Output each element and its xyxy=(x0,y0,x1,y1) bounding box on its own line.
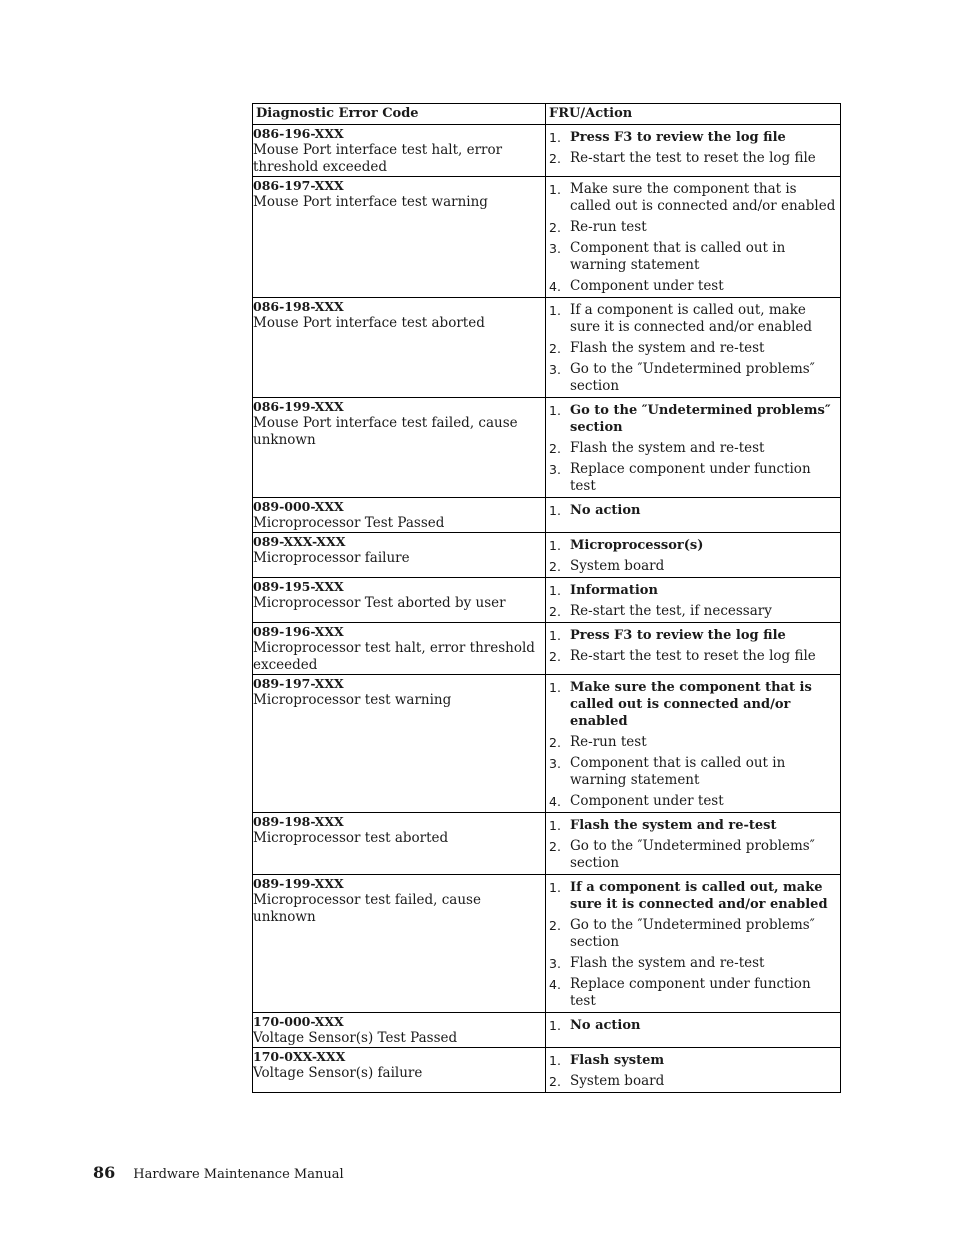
error-code: 089-196-XXX xyxy=(253,624,344,639)
action-text: Go to the ″Undetermined problems″ section xyxy=(570,403,831,435)
action-list xyxy=(546,181,840,295)
fru-action-cell xyxy=(546,298,841,398)
fru-action-cell xyxy=(546,533,841,578)
action-item xyxy=(546,879,840,913)
error-code-cell xyxy=(253,498,546,533)
action-text: Component under test xyxy=(570,278,724,294)
action-number: 4. xyxy=(549,794,561,809)
action-text: System board xyxy=(570,558,665,574)
error-code: 086-198-XXX xyxy=(253,299,344,314)
action-list xyxy=(546,537,840,575)
action-number: 4. xyxy=(549,279,561,294)
error-code: 089-XXX-XXX xyxy=(253,534,346,549)
action-number: 4. xyxy=(549,977,561,992)
action-item xyxy=(546,755,840,789)
error-code-cell xyxy=(253,578,546,623)
action-number: 2. xyxy=(549,151,561,166)
action-number: 1. xyxy=(549,680,561,695)
action-list xyxy=(546,817,840,872)
table-row xyxy=(253,125,841,177)
action-text: Flash the system and re-test xyxy=(570,340,765,356)
action-text: If a component is called out, make sure it is connected and/or enabled xyxy=(570,302,813,335)
action-item xyxy=(546,558,840,575)
action-item xyxy=(546,302,840,336)
action-text: Re-run test xyxy=(570,734,647,750)
error-code: 089-195-XXX xyxy=(253,579,344,594)
error-code-cell xyxy=(253,675,546,813)
error-code: 089-198-XXX xyxy=(253,814,344,829)
action-number: 1. xyxy=(549,130,561,145)
error-code-cell xyxy=(253,1013,546,1048)
action-number: 2. xyxy=(549,441,561,456)
table-row xyxy=(253,177,841,298)
action-text: No action xyxy=(570,1018,641,1033)
action-item xyxy=(546,679,840,730)
action-item xyxy=(546,582,840,599)
error-description: Microprocessor test warning xyxy=(253,692,452,708)
action-list xyxy=(546,302,840,395)
action-item xyxy=(546,627,840,644)
table-body xyxy=(253,125,841,1093)
action-number: 2. xyxy=(549,1074,561,1089)
action-number: 2. xyxy=(549,918,561,933)
action-number: 1. xyxy=(549,1018,561,1033)
action-list xyxy=(546,879,840,1010)
action-text: Re-start the test to reset the log file xyxy=(570,648,816,664)
action-item xyxy=(546,278,840,295)
table-row xyxy=(253,623,841,675)
action-number: 1. xyxy=(549,880,561,895)
action-item xyxy=(546,537,840,554)
error-description: Mouse Port interface test halt, error threshold exceeded xyxy=(253,142,503,175)
table-row xyxy=(253,533,841,578)
action-item xyxy=(546,219,840,236)
action-item xyxy=(546,1073,840,1090)
action-item xyxy=(546,838,840,872)
action-number: 3. xyxy=(549,462,561,477)
action-number: 2. xyxy=(549,341,561,356)
table-row xyxy=(253,813,841,875)
action-list xyxy=(546,1052,840,1090)
error-code-cell xyxy=(253,875,546,1013)
action-item xyxy=(546,181,840,215)
action-number: 1. xyxy=(549,403,561,418)
action-text: No action xyxy=(570,503,641,518)
action-number: 3. xyxy=(549,956,561,971)
action-text: Press F3 to review the log file xyxy=(570,628,786,643)
error-code-cell xyxy=(253,177,546,298)
table-row xyxy=(253,578,841,623)
action-number: 2. xyxy=(549,604,561,619)
action-item xyxy=(546,976,840,1010)
action-text: Go to the ″Undetermined problems″ section xyxy=(570,917,815,950)
action-list xyxy=(546,582,840,620)
action-list xyxy=(546,502,840,519)
action-list xyxy=(546,679,840,810)
action-item xyxy=(546,917,840,951)
error-code-cell xyxy=(253,813,546,875)
action-text: System board xyxy=(570,1073,665,1089)
error-code: 086-199-XXX xyxy=(253,399,344,414)
action-number: 1. xyxy=(549,303,561,318)
error-code: 089-197-XXX xyxy=(253,676,344,691)
error-description: Microprocessor Test Passed xyxy=(253,515,445,531)
fru-action-cell xyxy=(546,875,841,1013)
action-item xyxy=(546,734,840,751)
action-number: 2. xyxy=(549,559,561,574)
error-code: 170-0XX-XXX xyxy=(253,1049,346,1064)
table-row xyxy=(253,398,841,498)
action-text: Microprocessor(s) xyxy=(570,538,704,553)
action-item xyxy=(546,793,840,810)
diagnostic-error-table xyxy=(252,103,841,1093)
fru-action-cell xyxy=(546,623,841,675)
table-row xyxy=(253,875,841,1013)
error-description: Mouse Port interface test aborted xyxy=(253,315,485,331)
action-item xyxy=(546,361,840,395)
error-description: Mouse Port interface test warning xyxy=(253,194,488,210)
action-number: 1. xyxy=(549,583,561,598)
action-list xyxy=(546,1017,840,1034)
fru-action-cell xyxy=(546,1013,841,1048)
table-row xyxy=(253,1048,841,1093)
error-description: Microprocessor Test aborted by user xyxy=(253,595,506,611)
action-text: Press F3 to review the log file xyxy=(570,130,786,145)
action-number: 1. xyxy=(549,628,561,643)
action-text: Flash the system and re-test xyxy=(570,818,777,833)
error-code-cell xyxy=(253,1048,546,1093)
action-item xyxy=(546,461,840,495)
action-text: If a component is called out, make sure it is connected and/or enabled xyxy=(570,880,828,912)
action-item xyxy=(546,648,840,665)
action-text: Go to the ″Undetermined problems″ section xyxy=(570,838,815,871)
action-item xyxy=(546,1017,840,1034)
action-number: 1. xyxy=(549,538,561,553)
action-item xyxy=(546,340,840,357)
action-number: 1. xyxy=(549,182,561,197)
action-item xyxy=(546,402,840,436)
fru-action-cell xyxy=(546,675,841,813)
table-row xyxy=(253,498,841,533)
error-description: Microprocessor test aborted xyxy=(253,830,449,846)
action-text: Replace component under function test xyxy=(570,976,811,1009)
action-list xyxy=(546,402,840,495)
action-text: Re-run test xyxy=(570,219,647,235)
error-description: Voltage Sensor(s) Test Passed xyxy=(253,1030,458,1046)
action-list xyxy=(546,129,840,167)
action-number: 3. xyxy=(549,241,561,256)
action-list xyxy=(546,627,840,665)
action-text: Flash the system and re-test xyxy=(570,440,765,456)
action-number: 1. xyxy=(549,503,561,518)
page-number: 86 xyxy=(93,1163,116,1182)
error-description: Voltage Sensor(s) failure xyxy=(253,1065,423,1081)
action-item xyxy=(546,1052,840,1069)
error-code-cell xyxy=(253,125,546,177)
error-description: Microprocessor test failed, cause unknown xyxy=(253,892,481,925)
action-item xyxy=(546,150,840,167)
fru-action-cell xyxy=(546,177,841,298)
action-item xyxy=(546,129,840,146)
action-text: Component under test xyxy=(570,793,724,809)
action-number: 3. xyxy=(549,362,561,377)
action-text: Go to the ″Undetermined problems″ section xyxy=(570,361,815,394)
header-diagnostic-error-code: Diagnostic Error Code xyxy=(253,104,546,125)
fru-action-cell xyxy=(546,813,841,875)
action-item xyxy=(546,440,840,457)
error-description: Mouse Port interface test failed, cause unknown xyxy=(253,415,518,448)
error-code-cell xyxy=(253,533,546,578)
error-code: 089-000-XXX xyxy=(253,499,344,514)
fru-action-cell xyxy=(546,498,841,533)
action-item xyxy=(546,603,840,620)
action-text: Make sure the component that is called out is connected and/or enabled xyxy=(570,680,812,729)
action-number: 2. xyxy=(549,735,561,750)
manual-title: Hardware Maintenance Manual xyxy=(133,1167,344,1182)
action-item xyxy=(546,240,840,274)
table-row xyxy=(253,1013,841,1048)
page-footer xyxy=(93,1163,344,1182)
error-code-cell xyxy=(253,398,546,498)
action-text: Replace component under function test xyxy=(570,461,811,494)
error-code-cell xyxy=(253,623,546,675)
action-text: Component that is called out in warning statement xyxy=(570,755,786,788)
fru-action-cell xyxy=(546,398,841,498)
action-number: 1. xyxy=(549,1053,561,1068)
error-description: Microprocessor failure xyxy=(253,550,410,566)
error-code: 170-000-XXX xyxy=(253,1014,344,1029)
table-row xyxy=(253,675,841,813)
action-number: 2. xyxy=(549,220,561,235)
action-text: Information xyxy=(570,583,658,598)
action-text: Make sure the component that is called out is connected and/or enabled xyxy=(570,181,836,214)
table-header-row xyxy=(253,104,841,125)
error-code: 089-199-XXX xyxy=(253,876,344,891)
error-code-cell xyxy=(253,298,546,398)
fru-action-cell xyxy=(546,125,841,177)
action-number: 3. xyxy=(549,756,561,771)
action-item xyxy=(546,817,840,834)
action-number: 2. xyxy=(549,839,561,854)
action-text: Flash system xyxy=(570,1053,665,1068)
action-item xyxy=(546,502,840,519)
header-fru-action: FRU/Action xyxy=(546,104,841,125)
action-text: Flash the system and re-test xyxy=(570,955,765,971)
action-text: Re-start the test, if necessary xyxy=(570,603,772,619)
action-text: Component that is called out in warning statement xyxy=(570,240,786,273)
action-item xyxy=(546,955,840,972)
error-code: 086-197-XXX xyxy=(253,178,344,193)
error-description: Microprocessor test halt, error threshold exceeded xyxy=(253,640,535,673)
table-row xyxy=(253,298,841,398)
action-text: Re-start the test to reset the log file xyxy=(570,150,816,166)
action-number: 1. xyxy=(549,818,561,833)
fru-action-cell xyxy=(546,1048,841,1093)
fru-action-cell xyxy=(546,578,841,623)
action-number: 2. xyxy=(549,649,561,664)
error-code: 086-196-XXX xyxy=(253,126,344,141)
